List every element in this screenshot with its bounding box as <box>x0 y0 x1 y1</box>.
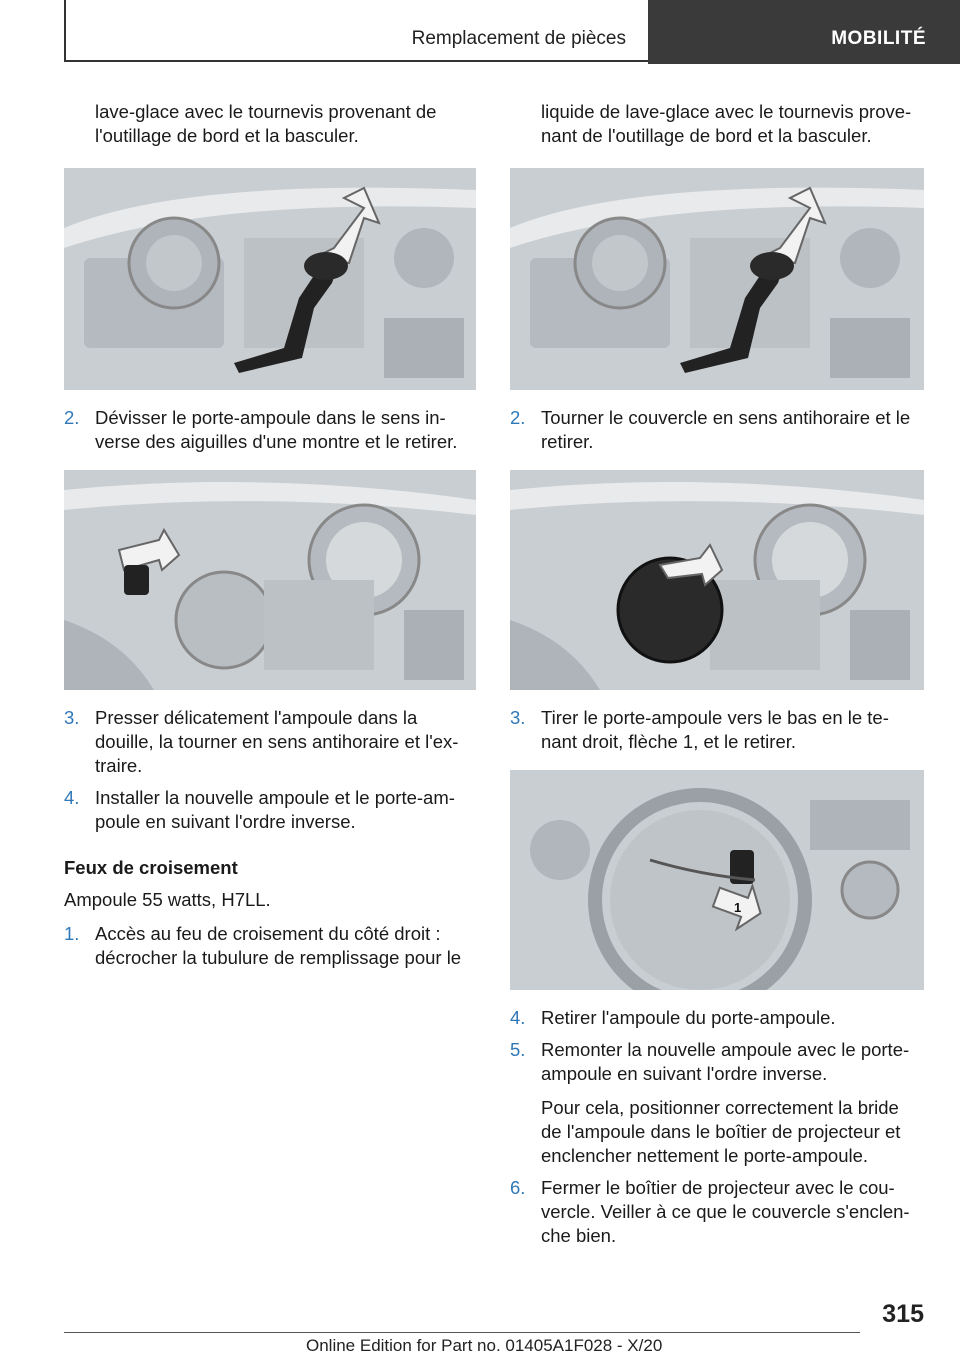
right-step-3 <box>510 706 922 754</box>
left-step-3 <box>64 706 476 778</box>
figure-headlight-filler-neck-right <box>510 168 924 390</box>
arrow-label: 1 <box>734 900 742 915</box>
step-number: 3. <box>64 707 80 728</box>
step-text: Tourner le couvercle en sens antihoraire et le retirer. <box>541 407 911 452</box>
step-number: 6. <box>510 1177 526 1198</box>
left-step-2 <box>64 406 476 454</box>
right-step-5 <box>510 1038 922 1086</box>
right-column <box>510 100 922 1248</box>
bulb-spec: Ampoule 55 watts, H7LL. <box>64 889 271 910</box>
step-text: Tirer le porte-ampoule vers le bas en le te-nant droit, flèche 1, et le retirer. <box>541 707 889 752</box>
figure-bulb-holder-pull <box>510 770 924 990</box>
left-step-4 <box>64 786 476 834</box>
step-number: 3. <box>510 707 526 728</box>
step-number: 4. <box>64 787 80 808</box>
step-5-note: Pour cela, positionner correctement la bride de l'ampoule dans le boîtier de projecteur et enclencher nettement le porte-ampoule. <box>541 1097 901 1166</box>
figure-headlight-cover-removal <box>510 470 924 690</box>
step-text: Accès au feu de croisement du côté droit : décrocher la tubulure de remplissage pour le <box>95 923 462 968</box>
step-number: 5. <box>510 1039 526 1060</box>
step-text: Installer la nouvelle ampoule et le porte-am-poule en suivant l'ordre inverse. <box>95 787 455 832</box>
section-title: Remplacement de pièces <box>411 28 626 49</box>
right-intro-text: liquide de lave-glace avec le tournevis prove-nant de l'outillage de bord et la basculer. <box>541 101 912 146</box>
figure-headlight-filler-neck <box>64 168 476 390</box>
edition-text: Online Edition for Part no. 01405A1F028 - X/20 <box>306 1336 663 1355</box>
step-text: Retirer l'ampoule du porte-ampoule. <box>541 1007 836 1028</box>
chapter-tab <box>648 0 960 64</box>
step-number: 2. <box>510 407 526 428</box>
section-heading: Feux de croisement <box>64 857 238 878</box>
left-step-1 <box>64 922 476 970</box>
step-number: 2. <box>64 407 80 428</box>
left-column <box>64 100 476 970</box>
chapter-title: MOBILITÉ <box>831 28 926 49</box>
step-text: Fermer le boîtier de projecteur avec le cou-vercle. Veiller à ce que le couvercle s'enclen-che bien. <box>541 1177 910 1246</box>
section-tab <box>64 0 648 62</box>
step-text: Presser délicatement l'ampoule dans la douille, la tourner en sens antihoraire et l'ex-traire. <box>95 707 459 776</box>
right-step-6 <box>510 1176 922 1248</box>
left-intro-text: lave-glace avec le tournevis provenant de l'outillage de bord et la basculer. <box>95 101 437 146</box>
step-text: Remonter la nouvelle ampoule avec le porte-ampoule en suivant l'ordre inverse. <box>541 1039 910 1084</box>
page-header <box>64 0 960 64</box>
step-text: Dévisser le porte-ampoule dans le sens in-verse des aiguilles d'une montre et le retirer. <box>95 407 458 452</box>
footer-divider <box>64 1332 860 1333</box>
page-number: 315 <box>882 1300 924 1328</box>
step-number: 1. <box>64 923 80 944</box>
right-step-4 <box>510 1006 922 1030</box>
figure-headlight-unscrew-holder <box>64 470 476 690</box>
right-step-2 <box>510 406 922 454</box>
step-number: 4. <box>510 1007 526 1028</box>
